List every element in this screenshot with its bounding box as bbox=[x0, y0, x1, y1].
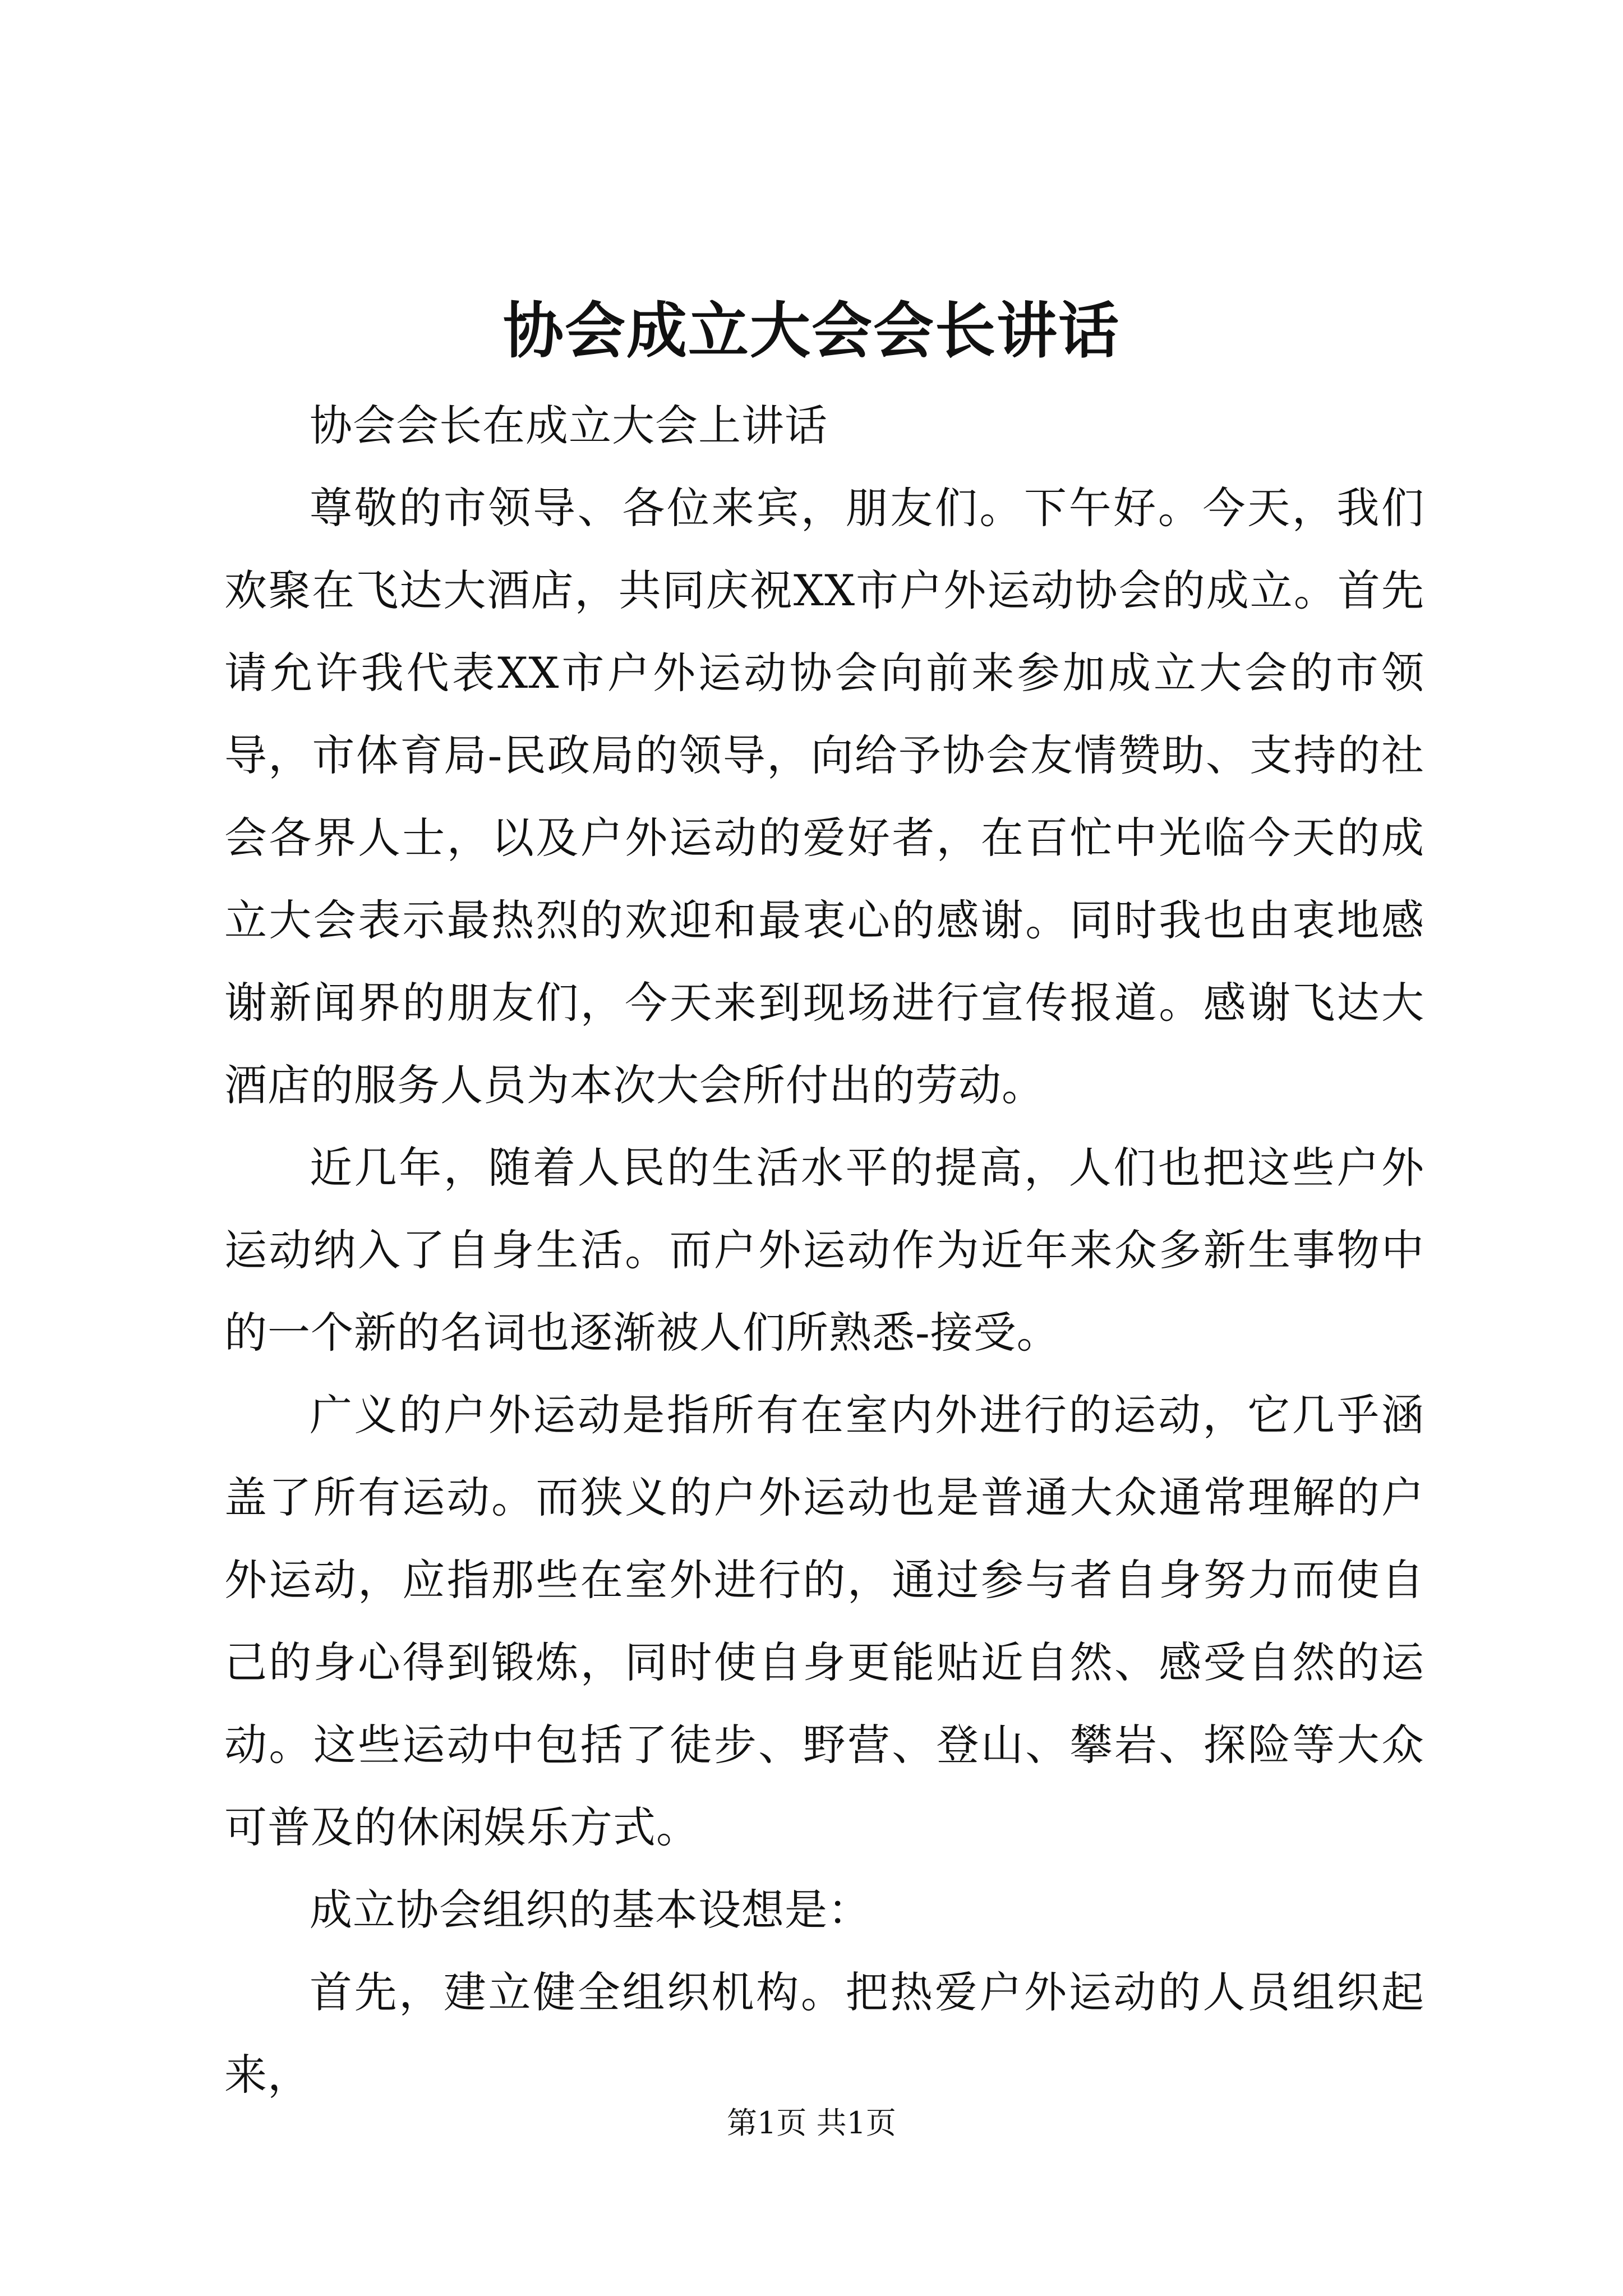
document-title: 协会成立大会会长讲话 bbox=[502, 296, 1120, 366]
greeting-paragraph: 尊敬的市领导、各位来宾，朋友们。下午好。今天，我们欢聚在飞达大酒店，共同庆祝XX市户外运动协会的成立。首先请允许我代表XX市户外运动协会向前来参加成立大会的市领导，市体育局-民政局的领导，向给予协会友情赞助、支持的社会各界人士，以及户外运动的爱好者，在百忙中光临今天的成立大会表示最热烈的欢迎和最衷心的感谢。同时我也由衷地感谢新闻界的朋友们，今天来到现场进行宣传报道。感谢飞达大酒店的服务人员为本次大会所付出的劳动。 bbox=[224, 483, 1424, 1110]
page-footer: 第1页 共1页 bbox=[727, 2105, 896, 2141]
plan-first-paragraph: 首先，建立健全组织机构。把热爱户外运动的人员组织起来， bbox=[224, 1967, 1424, 2100]
document-body bbox=[224, 384, 1424, 2116]
subtitle-paragraph: 协会会长在成立大会上讲话 bbox=[310, 401, 828, 450]
definition-paragraph: 广义的户外运动是指所有在室内外进行的运动，它几乎涵盖了所有运动。而狭义的户外运动也是普通大众通常理解的户外运动，应指那些在室外进行的，通过参与者自身努力而使自己的身心得到锻炼，同时使自身更能贴近自然、感受自然的运动。这些运动中包括了徒步、野营、登山、攀岩、探险等大众可普及的休闲娱乐方式。 bbox=[224, 1390, 1424, 1852]
background-paragraph: 近几年，随着人民的生活水平的提高，人们也把这些户外运动纳入了自身生活。而户外运动作为近年来众多新生事物中的一个新的名词也逐渐被人们所熟悉-接受。 bbox=[224, 1143, 1424, 1358]
plan-intro-paragraph: 成立协会组织的基本设想是： bbox=[310, 1885, 871, 1935]
